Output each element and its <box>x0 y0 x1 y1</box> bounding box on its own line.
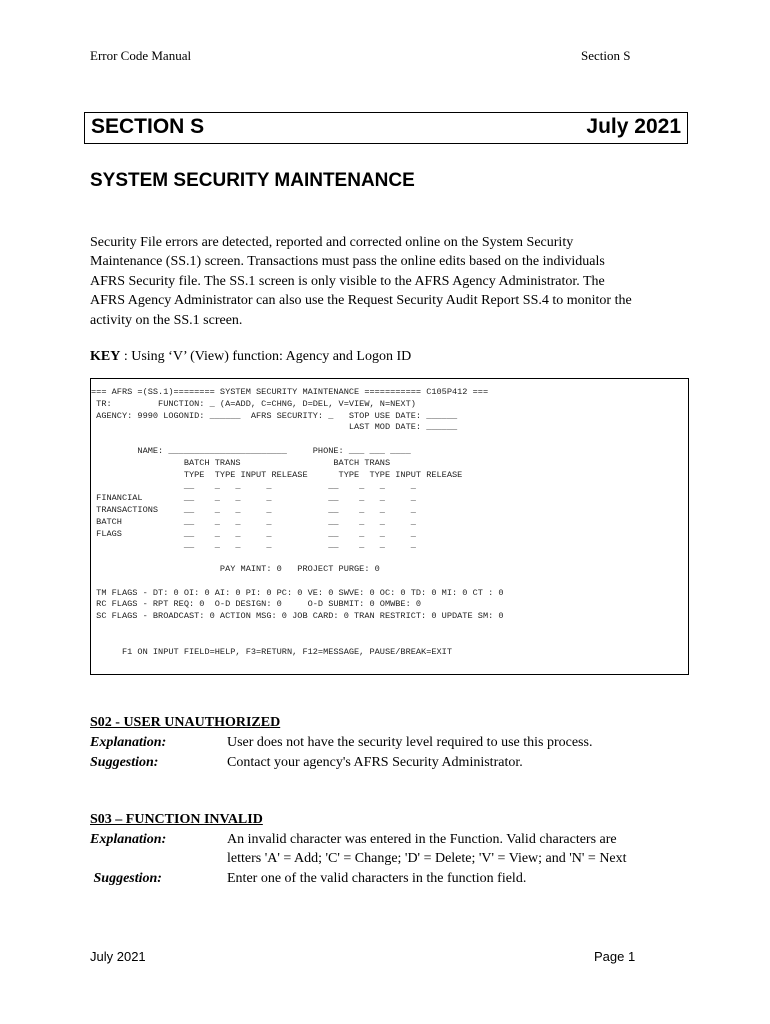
screen-line: __ _ _ _ __ _ _ _ <box>91 540 416 551</box>
error-heading-s02: S02 - USER UNAUTHORIZED <box>90 715 281 730</box>
suggestion-label: Suggestion: <box>90 755 159 770</box>
running-header-left: Error Code Manual <box>90 48 192 63</box>
screen-line: TM FLAGS - DT: 0 OI: 0 AI: 0 PI: 0 PC: 0 VE: 0 SWVE: 0 OC: 0 TD: 0 MI: 0 CT : 0 <box>91 587 504 598</box>
screen-line: TR: FUNCTION: _ (A=ADD, C=CHNG, D=DEL, V=VIEW, N=NEXT) <box>91 398 416 409</box>
screen-line: NAME: _______________________ PHONE: ___ ___ ____ <box>91 446 411 456</box>
error-heading-s03: S03 – FUNCTION INVALID <box>90 812 263 827</box>
explanation-label: Explanation: <box>90 735 167 750</box>
screen-line: AGENCY: 9990 LOGONID: ______ AFRS SECURITY: _ STOP USE DATE: ______ <box>91 410 458 421</box>
page-number: Page 1 <box>594 949 636 964</box>
intro-line: Maintenance (SS.1) screen. Transactions must pass the online edits based on the individuals <box>90 254 605 270</box>
key-line <box>90 349 411 365</box>
intro-line: activity on the SS.1 screen. <box>90 312 243 328</box>
section-date: July 2021 <box>586 115 681 138</box>
key-label: KEY <box>90 349 121 364</box>
explanation-text: An invalid character was entered in the Function. Valid characters are <box>227 832 617 847</box>
running-header-right: Section S <box>581 48 631 63</box>
suggestion-text: Contact your agency's AFRS Security Administrator. <box>227 755 523 770</box>
intro-line: Security File errors are detected, reported and corrected online on the System Security <box>90 235 574 250</box>
screen-line: RC FLAGS - RPT REQ: 0 O-D DESIGN: 0 O-D SUBMIT: 0 OMWBE: 0 <box>91 599 422 610</box>
section-title: SECTION S <box>91 115 205 138</box>
screen-line: F1 ON INPUT FIELD=HELP, F3=RETURN, F12=MESSAGE, PAUSE/BREAK=EXIT <box>91 646 452 657</box>
intro-paragraph <box>90 233 690 330</box>
screen-line: FLAGS __ _ _ _ __ _ _ _ <box>91 528 416 539</box>
explanation-label: Explanation: <box>90 832 167 847</box>
intro-line: AFRS Security file. The SS.1 screen is only visible to the AFRS Agency Administrator. The <box>90 273 605 289</box>
footer-date: July 2021 <box>90 949 146 964</box>
section-title-box <box>84 112 688 144</box>
screen-line: TRANSACTIONS __ _ _ _ __ _ _ _ <box>91 505 416 515</box>
key-text: : Using ‘V’ (View) function: Agency and Logon ID <box>120 349 412 364</box>
screen-line: __ _ _ _ __ _ _ _ <box>91 481 416 492</box>
suggestion-label: Suggestion: <box>90 871 162 886</box>
explanation-text: User does not have the security level required to use this process. <box>227 735 593 750</box>
screen-line: FINANCIAL __ _ _ _ __ _ _ _ <box>91 493 416 504</box>
ss1-screen-capture <box>90 378 689 675</box>
screen-line: TYPE TYPE INPUT RELEASE TYPE TYPE INPUT RELEASE <box>91 469 463 480</box>
page-subtitle: SYSTEM SECURITY MAINTENANCE <box>90 170 415 191</box>
suggestion-text: Enter one of the valid characters in the function field. <box>227 871 527 886</box>
screen-line: BATCH TRANS BATCH TRANS <box>91 457 391 468</box>
screen-line: LAST MOD DATE: ______ <box>91 422 458 433</box>
screen-line: BATCH __ _ _ _ __ _ _ _ <box>91 516 416 527</box>
screen-line: PAY MAINT: 0 PROJECT PURGE: 0 <box>91 564 380 574</box>
screen-line: SC FLAGS - BROADCAST: 0 ACTION MSG: 0 JOB CARD: 0 TRAN RESTRICT: 0 UPDATE SM: 0 <box>91 611 504 622</box>
explanation-text: letters 'A' = Add; 'C' = Change; 'D' = Delete; 'V' = View; and 'N' = Next <box>227 851 627 866</box>
intro-line: AFRS Agency Administrator can also use the Request Security Audit Report SS.4 to monitor the <box>90 293 632 309</box>
screen-line: === AFRS =(SS.1)======== SYSTEM SECURITY MAINTENANCE =========== C105P412 === <box>91 387 489 397</box>
